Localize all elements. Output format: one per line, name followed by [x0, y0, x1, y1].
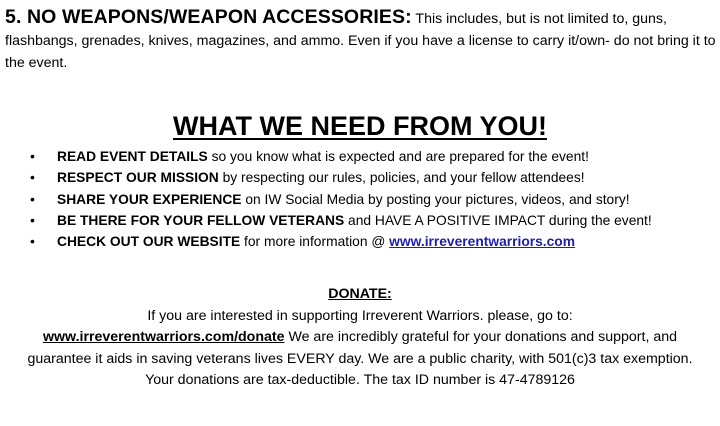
bullet-icon: •: [30, 233, 35, 250]
weapons-text: This includes, but is not limited to, guns, flashbangs, grenades, knives, magazines, and ammo. Even if you have a license to carry it/own- do not bring it to the event.: [5, 11, 716, 71]
need-list: [30, 146, 652, 252]
donate-line-2: [0, 327, 720, 349]
list-item: [30, 146, 652, 167]
item-bold: CHECK OUT OUR WEBSITE: [57, 234, 241, 250]
list-item: [30, 231, 652, 252]
list-item: [30, 189, 652, 210]
item-bold: RESPECT OUR MISSION: [57, 170, 219, 186]
item-bold: READ EVENT DETAILS: [57, 149, 208, 164]
item-bold: BE THERE FOR YOUR FELLOW VETERANS: [57, 212, 345, 228]
bullet-icon: •: [30, 169, 35, 186]
item-bold: SHARE YOUR EXPERIENCE: [57, 191, 242, 207]
weapons-section: [5, 6, 717, 74]
donate-line-4: Your donations are tax-deductible. The tax ID number is 47-4789126: [145, 372, 575, 389]
list-item: [30, 210, 652, 231]
item-text: on IW Social Media by posting your pictures, videos, and story!: [241, 191, 630, 207]
donate-section: [0, 284, 720, 392]
list-item: [30, 167, 652, 188]
item-text: and HAVE A POSITIVE IMPACT during the event!: [344, 212, 652, 228]
weapons-heading: 5. NO WEAPONS/WEAPON ACCESSORIES:: [5, 6, 412, 28]
donate-link[interactable]: www.irreverentwarriors.com/donate: [42, 329, 285, 346]
need-title: WHAT WE NEED FROM YOU!: [173, 111, 547, 141]
bullet-icon: •: [30, 148, 35, 164]
item-text: so you know what is expected and are prepared for the event!: [207, 149, 589, 164]
website-link[interactable]: www.irreverentwarriors.com: [389, 234, 575, 250]
donate-line-1: If you are interested in supporting Irreverent Warriors. please, go to:: [147, 307, 573, 324]
donate-line-2-text: We are incredibly grateful for your donations and support, and: [284, 329, 678, 346]
item-text: for more information @: [240, 234, 390, 250]
bullet-icon: •: [30, 211, 35, 228]
donate-line-3: guarantee it aids in saving veterans lives EVERY day. We are a public charity, with 501(c)3 tax exemption.: [27, 350, 693, 367]
donate-heading: DONATE:: [328, 286, 392, 302]
bullet-icon: •: [30, 190, 35, 207]
item-text: by respecting our rules, policies, and your fellow attendees!: [218, 170, 585, 186]
